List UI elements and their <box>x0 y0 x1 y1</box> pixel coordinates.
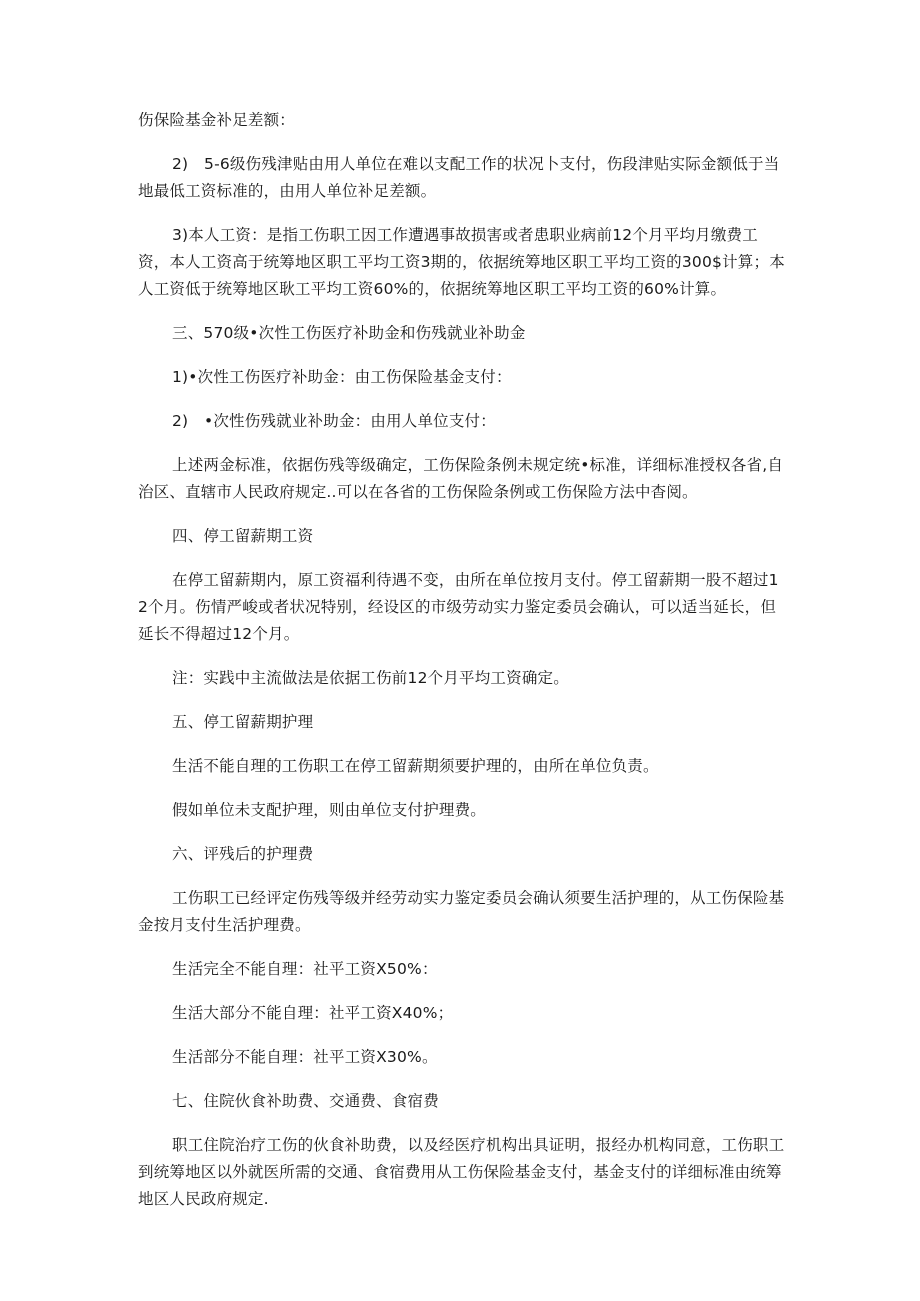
paragraph-level-most: 生活大部分不能自理：社平工资X40%； <box>172 1004 454 1022</box>
paragraph-continuation: 伤保险基金补足差额： <box>138 111 296 129</box>
paragraph-care-2: 假如单位未支配护理，则由单位支付护理费。 <box>172 801 487 819</box>
paragraph-item-2: 2) 5-6级伤残津贴由用人单位在难以支配工作的状况卜支付，伤段津贴实际金额低于当地最低工资标准的，由用人单位补足差额。 <box>138 155 780 200</box>
section-heading-4: 四、停工留薪期工资 <box>172 527 314 545</box>
section-heading-3: 三、570级•次性工伤医疗补助金和伤残就业补助金 <box>172 324 526 342</box>
paragraph-care-fee: 工伤职工已经评定伤残等级并经劳动实力鉴定委员会确认须要生活护理的，从工伤保险基金按月支付生活护理费。 <box>138 889 785 934</box>
paragraph-sub-2: 2) •次性伤残就业补助金：由用人单位支付： <box>172 412 496 430</box>
paragraph-sub-1: 1)•次性工伤医疗补助金：由工伤保险基金支付： <box>172 368 512 386</box>
paragraph-level-full: 生活完全不能自理：社平工资X50%： <box>172 960 438 978</box>
paragraph-hospital-fees: 职工住院治疗工伤的伙食补助费，以及经医疗机构出具证明，报经办机构同意，工伤职工到统筹地区以外就医所需的交通、食宿费用从工伤保险基金支付，基金支付的详细标准由统筹地区人民政府规定. <box>138 1136 785 1208</box>
section-heading-6: 六、评残后的护理费 <box>172 845 314 863</box>
paragraph-care-1: 生活不能自理的工伤职工在停工留薪期须要护理的，由所在单位负责。 <box>172 757 659 775</box>
paragraph-leave-wages: 在停工留薪期内，原工资福利待遇不变，由所在单位按月支付。停工留薪期一股不超过12个月。伤情严峻或者状况特别，经设区的市级劳动实力鉴定委员会确认，可以适当延长，但延长不得超过12个月。 <box>138 571 779 643</box>
paragraph-item-3: 3)本人工资：是指工伤职工因工作遭遇事故损害或者患职业病前12个月平均月缴费工资，本人工资高于统筹地区职工平均工资3期的，依据统筹地区职工平均工资的300$计算；本人工资低于统筹地区耿工平均工资60%的，依据统筹地区职工平均工资的60%计算。 <box>138 226 785 298</box>
section-heading-7: 七、住院伙食补助费、交通费、食宿费 <box>172 1092 439 1110</box>
section-heading-5: 五、停工留薪期护理 <box>172 713 314 731</box>
paragraph-level-partial: 生活部分不能自理：社平工资X30%。 <box>172 1048 438 1066</box>
document-page <box>138 107 788 1230</box>
paragraph-standards: 上述两金标准，依据伤残等级确定，工伤保险条例未规定统•标准，详细标准授权各省,自治区、直辖市人民政府规定..可以在各省的工伤保险条例或工伤保险方法中杳阅。 <box>138 456 784 501</box>
paragraph-note: 注：实践中主流做法是依据工伤前12个月平均工资确定。 <box>172 669 569 687</box>
